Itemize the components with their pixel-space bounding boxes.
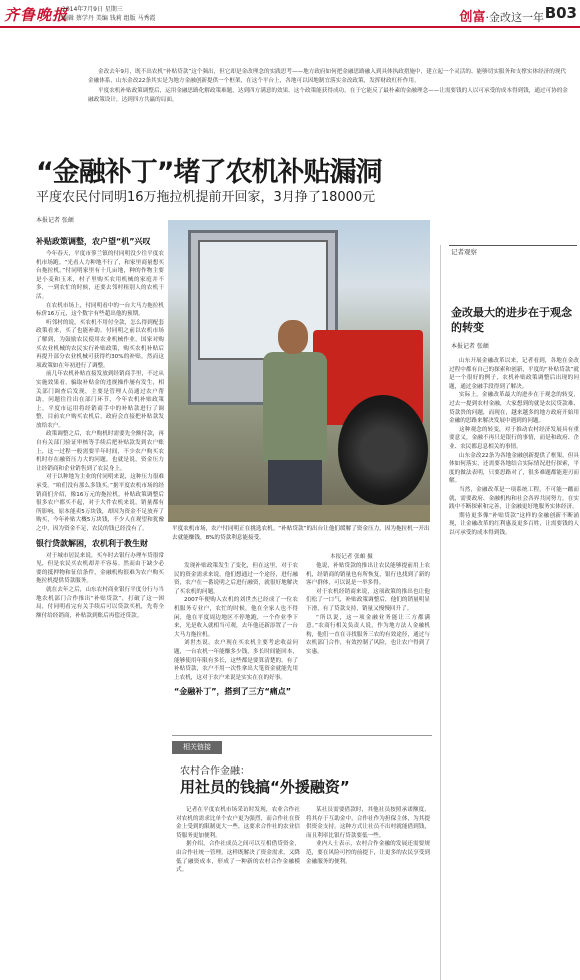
article-column-1 [36,232,164,620]
related-title: 用社员的钱搞“外援融资” [180,778,350,796]
section-subheading: 银行贷款解困，农机利于教生财 [36,538,148,548]
photo-ground [168,505,430,522]
section-name: 创富 [459,10,486,25]
masthead [0,0,580,30]
photo-person-body [263,352,327,462]
article-subhead: 平度农民付同明16万拖拉机提前开回家，3月挣了18000元 [36,190,376,205]
body-paragraph: 期待更多像“补贴贷款”这样的金融创新不断涌现，让金融改革的红利惠及更多百姓，让需要钱的人以可承受的成本得到钱。 [449,512,579,536]
body-paragraph: 业内人士表示，农村合作金融的发展还需要规范，要在风险可控的前提下，让更多的农民享受到金融服务的便利。 [306,841,430,865]
body-paragraph: 今年春天，平度市蓼兰镇的付同明没少往平度农机市场跑。“光看人力种地不行了，和家里商量想买台拖拉机。”付同明家里有十几亩地，种的作物主要是小麦和玉米，村子里购买农用机械的家庭并不多，一到农忙的时候，还要去邻村租别人的农机干活。 [36,251,164,300]
body-paragraph: 听邻村的说，买农机不用付全款，怎么得到配套政策看来，买了也能补助。付同明之前以农机市场了解到，为鼓励农民使用农业机械作业，国家对购买农业机械的农民实行补贴政策，购买农机补贴后再提升部分农业机械可获得约30%的补贴。然而这项政策如在年初进行了调整。 [36,319,164,369]
intro-block [88,68,568,106]
photo-tractor-wheel [338,395,428,505]
body-paragraph: 某社员需要借款时，其他社员按照承诺额度，将其存于互助金中，合作社作为担保主体，为其提供资金支持。这种方式让社员不出村就能借到钱，而且利率比银行贷款要低一些。 [306,807,430,839]
photo-person-head [278,320,308,354]
sidebar-byline: 本报记者 张頔 [451,343,489,350]
body-paragraph: 前几年农机补贴直接发放到经销商手里，不过从实施效果看，骗取补贴金的违规操作屡有发生，相关部门调查后发现，主要是管理人员通过农户帮助，问题往往出在部门环节，今年农机补贴政策上，平度市运用将经销商手中的补贴款进行了调整，目前农户购买农机后，政府会直接把补贴款发放给农户。 [36,371,164,429]
photo-tractor-window [198,240,328,360]
body-paragraph: 发现补贴政策发生了变化，但在这里，对于农民的资金需求来说，他们想通过一个途径，进行融资，农户在一番说明之后进行融资，就很好地解决了买农机的问题。 [174,563,298,595]
body-paragraph: 据介绍，合作社成员之间可以互相借贷资金，由合作社统一管理，这样既解决了资金需求，又降低了融资成本，形成了一种新的农村合作金融模式。 [176,841,300,874]
body-paragraph: 对于农机经销商来说，这项政策的推出也让他们松了一口气，补贴政策调整后，他们的销量明显下滑，有了贷款支持，销量又慢慢回升了。 [306,588,430,612]
body-paragraph: 刘世杰说，农户现在买农机主要考虑收益问题，一台农机一年能赚多少钱，多长时间能回本，能够使用年限有多长，这些都是要算清楚的。有了补贴贷款，农户不用一次性拿出大笔资金就能先用上农机，这对于农户来说是实实在在的好事。 [174,640,298,681]
body-paragraph: 2007年便购入农机的刘世杰已经成了一位农机服务专业户，农忙的时候，他在全家人也不得闲，他在平度周边地区不停地跑，一个作业季下来，光是收入就相当可观，去年他还新添置了一台大马力拖拉机。 [174,597,298,638]
section-subname: ·金改这一年 [485,11,544,24]
related-column-1 [176,806,300,875]
commentary-sidebar [440,245,580,980]
page-number: B03 [544,4,577,22]
photo-credit: 本报记者 张頔 摄 [330,554,373,560]
related-tag: 相关链接 [172,741,222,754]
intro-paragraph: 金改去年9月，既不出农机“补贴贷款”这个频出，但它却是金改理念的实践思考——地方政府如何把金融思路融入到具体执政措施中，建立起一个灵活的、能够切实服务和支撑实体经济的现代金融体系，山东金改22条其实是为地方金融创新提供一个框架，在这个平台上，各地可以因地制宜落实金改政策，发挥财政杠杆作用。 [88,69,567,84]
section-subheading: 补贴政策调整，农户望“机”兴叹 [36,237,151,246]
body-paragraph: “所以说，这一项金融业务能让三方都满意。”农商行相关负责人说，作为地方法人金融机构，他们一直在寻找服务三农的有效途径，通过与农机部门合作，有效控制了风险，也让农户得到了实惠。 [306,614,430,655]
related-kicker: 农村合作金融： [180,766,250,777]
body-paragraph: 山东开展金融改革以来，记者看到，各地在金改过程中都有自己的探索和创新，平度的“补贴贷款”就是一个很好的例子，农机补贴政策调整后出现的问题，通过金融手段得到了解决。 [449,358,579,390]
body-paragraph: 这种观念的转变，对于推动农村经济发展具有重要意义，金融不再只是银行的事情，而是和政府、企业、农民都息息相关的事情。 [449,426,579,450]
body-paragraph: 记者在平度农机市场采访时发现，农业合作社对农机的需求比单个农户更为强烈，而合作社在资金上受到的限制更大一些，这要求合作社的农业信贷服务更加便利。 [176,807,300,839]
section-tag [459,6,544,25]
article-column-2 [174,562,298,700]
body-paragraph: 政策调整之后，农户购机时需要先全额付款，再自有关部门验证审核等手续后把补贴款发到农户账上，这一过程一般需要半年时间，不少农户购买农机时存在融资压力大的问题，也就是说，资金压力让经销商和企业销售到了农民身上。 [36,431,164,472]
newspaper-logo: 齐鲁晚报 [4,6,69,24]
body-paragraph: 对于以种地为主业的付同明来说，这种压力很难承受。“咱们没有那么多钱买。”据平度农机市场的经销商们介绍，像16万元的拖拉机，补贴政策调整后很多农户都买不起，对于大件农机来说，销量都有所影响，原本能卖5万块钱，却因为资金不足放弃了购买，今年补贴大概5万块钱，不少人在观望和犹豫之中，因为资金不足，农民的钱已经没有了。 [36,474,164,532]
body-paragraph: 就在去年之后，山东农村商业银行平度分行与当地农机部门合作推出“补贴贷款”，打破了这一困局，付同明看完有关手续后可以贷款买机，先将全额付给经销商，补贴款到账后再偿还贷款。 [36,586,164,619]
sidebar-body [449,357,579,537]
related-column-2 [306,806,430,866]
article-byline: 本报记者 张頔 [36,217,74,224]
issue-editors: 编辑 蔡学丹 美编 钱莉 组版 马秀霞 [62,15,156,22]
section-subheading: “金融补丁”，搭到了三方“痛点” [174,687,292,697]
article-photo [168,220,430,522]
body-paragraph: 山东金改22条为各地金融创新提供了框架，但具体如何落实，还需要各地结合实际情况进行探索，平度的做法表明，只要思路对了，很多难题都能迎刃而解。 [449,452,579,485]
body-paragraph: 他说，补贴贷款的推出让农民能够提前用上农机，经销商的销量也有所恢复，银行也找到了新的客户群体，可以说是一举多得。 [306,563,430,587]
intro-paragraph: 平度农机补贴政策调整后，运用金融思路化解政策难题，达到四方满意的效果。这个政策能获得成功，在于它能反了最朴素的金融理念——让需要钱的人以可承受的成本得到钱，通过可协的金融政策设计，达到四方共赢的局面。 [88,88,568,103]
article-headline: “金融补丁”堵了农机补贴漏洞 [36,157,382,188]
body-paragraph: 实际上，金融改革最大的进步在于观念的转变，过去一提到农村金融，大家想到的就是农民贷款难、贷款贵的问题，而现在，越来越多的地方政府开始用金融的思路来解决发展中遇到的问题。 [449,392,579,425]
body-paragraph: 对于城市居民来说，买车时去银行办理车贷很常见，但是农民买农机却并不容易。然而由于缺少必要的抵押物和征信条件，金融机构很难为农户购买拖拉机提供贷款服务。 [36,552,164,585]
article-column-3 [306,562,430,657]
photo-caption: 平度农机市场，农户付同明正在挑选农机。“补贴贷款”的出台让他们缓解了资金压力，因为拖拉机一开出去就能赚钱，8%的贷款利息能接受。 [172,526,430,541]
body-paragraph: 当然，金融改革是一项系统工程，不可能一蹴而就，需要政府、金融机构和社会各界共同努力，在实践中不断探索和完善，让金融更好地服务实体经济。 [449,486,579,511]
masthead-rule [0,26,580,28]
body-paragraph: 在农机市场上，付同明看中的一台大马力拖拉机标价16万元，这个数字有些超出他的预期。 [36,302,164,318]
issue-date: 2014年7月9日 星期三 [62,6,123,13]
related-link-box [172,735,432,980]
sidebar-tag: 记者观察 [449,245,577,257]
sidebar-title: 金改最大的进步在于观念的转变 [451,306,572,334]
